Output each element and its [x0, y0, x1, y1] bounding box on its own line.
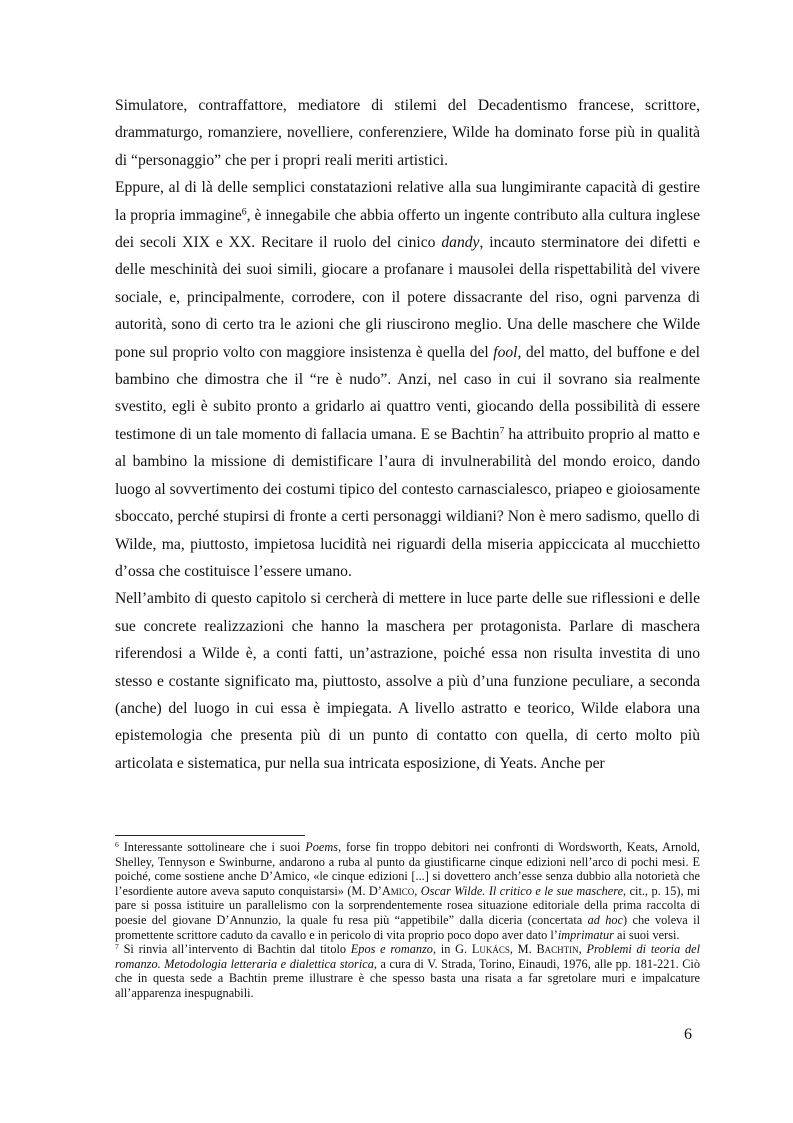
- paragraph-2-text-b: , è innegabile che abbia offerto un ingente contributo alla cultura inglese dei secoli XIX e XX. Recitare il ruolo del cinico: [115, 206, 700, 252]
- paragraph-2-text-e: ha attribuito proprio al matto e al bambino la missione di demistificare l’aura di invulnerabilità del mondo eroico, dando luogo al sovvertimento dei costumi tipico del contesto carnascialesco, priapeo e gioiosamente sboccato, perché stupirsi di fronte a certi personaggi wildiani? Non è mero sadismo, quello di Wilde, ma, piuttosto, impietosa lucidità nei riguardi della miseria appiccicata al mucchietto d’ossa che costituisce l’essere umano.: [115, 425, 700, 580]
- paragraph-1: [115, 92, 700, 174]
- paragraph-3: [115, 585, 700, 777]
- footnote-6-book-title: Oscar Wilde. Il critico e le sue maschere: [420, 883, 624, 898]
- footnote-6-text-5: ) che voleva il promettente scrittore caduto da cavallo e in pericolo di vita proprio poco dopo aver dato l’: [115, 912, 700, 942]
- footnote-6-text-3: ,: [414, 883, 421, 898]
- paragraph-2-text-c: , incauto sterminatore dei difetti e delle meschinità dei suoi simili, giocare a profanare i mausolei della rispettabilità del vivere sociale, e, principalmente, corrodere, con il potere dissacrante del riso, ogni parvenza di autorità, sono di certo tra le azioni che gli riuscirono meglio. Una delle maschere che Wilde pone sul proprio volto con maggiore insistenza è quella del: [115, 234, 700, 361]
- footnote-7-author-bachtin: Bachtin: [536, 942, 579, 957]
- footnote-6-author: Amico: [381, 883, 415, 898]
- footnote-7-text-4: ,: [578, 942, 587, 957]
- footnote-6-text-4: , cit., p. 15), mi pare si possa istituire un parallelismo con la sorprendentemente rosea situazione editoriale della prima raccolta di poesie del giovane D’Annunzio, la quale fu resa più “appetibile” dalla diceria (concertata: [115, 883, 701, 927]
- footnote-6-italic-adhoc: ad hoc: [587, 912, 624, 927]
- footnote-6-text-1: Interessante sottolineare che i suoi: [118, 840, 306, 854]
- footnote-6-italic-poems: Poems: [305, 840, 339, 854]
- footnote-separator: [115, 835, 305, 836]
- footnote-7-book-title: Problemi di teoria del romanzo. Metodologia letteraria e dialettica storica: [115, 942, 700, 971]
- main-text: [115, 92, 700, 777]
- footnote-7-author-lukacs: Lukács: [471, 942, 510, 957]
- footnote-7-text-1: Si rinvia all’intervento di Bachtin dal titolo: [118, 942, 351, 957]
- footnote-ref-7[interactable]: 7: [499, 425, 505, 437]
- page-number: 6: [684, 1026, 692, 1043]
- footnote-6-text-2: , forse fin troppo debitori nei confronti di Wordsworth, Keats, Arnold, Shelley, Tennyson e Swinburne, andarono a ruba al punto da giustificarne cinque edizioni nell’arco di pochi mesi. E poiché, come sostiene anche D’Amico, «le cinque edizioni [...] si dovettero anch’esse senza dubbio alla notorietà che l’esordiente autore aveva saputo conquistarsi» (M. D’: [115, 840, 701, 898]
- footnote-6-italic-imprimatur: imprimatur: [557, 927, 614, 942]
- footnotes: [115, 840, 700, 1001]
- footnote-6: [115, 840, 700, 942]
- paragraph-1-text: Simulatore, contraffattore, mediatore di stilemi del Decadentismo francese, scrittore, drammaturgo, romanziere, novelliere, conferenziere, Wilde ha dominato forse più in qualità di “personaggio” che per i propri reali meriti artistici.: [115, 97, 700, 169]
- footnote-ref-6[interactable]: 6: [241, 206, 247, 218]
- footnote-7-number: 7: [115, 941, 119, 951]
- footnote-7: [115, 942, 700, 1000]
- footnote-7-text-2: , in G.: [432, 942, 472, 957]
- italic-dandy: dandy: [441, 234, 480, 252]
- page-body: [115, 92, 700, 777]
- paragraph-2: [115, 174, 700, 585]
- paragraph-3-text: Nell’ambito di questo capitolo si cercherà di mettere in luce parte delle sue riflessioni e delle sue concrete realizzazioni che hanno la maschera per protagonista. Parlare di maschera riferendosi a Wilde è, a conti fatti, un’astrazione, poiché essa non risulta investita di uno stesso e costante significato ma, piuttosto, assolve a più d’una funzione peculiare, a seconda (anche) del luogo in cui essa è impiegata. A livello astratto e teorico, Wilde elabora una epistemologia che presenta più di un punto di contatto con quella, di certo molto più articolata e sistematica, pur nella sua intricata esposizione, di Yeats. Anche per: [115, 590, 700, 772]
- italic-fool: fool: [493, 343, 518, 361]
- footnote-6-text-6: ai suoi versi.: [613, 927, 680, 942]
- paragraph-2-text-d: , del matto, del buffone e del bambino che dimostra che il “re è nudo”. Anzi, nel caso in cui il sovrano sia realmente svestito, egli è subito pronto a gridarlo ai quattro venti, giocando della possibilità di essere testimone di un tale momento di fallacia umana. E se Bachtin: [115, 343, 700, 443]
- footnote-7-text-5: , a cura di V. Strada, Torino, Einaudi, 1976, alle pp. 181-221. Ciò che in questa sede a Bachtin preme illustrare è che spesso basta una risata a far sgretolare muri e impalcature all’apparenza inespugnabili.: [115, 956, 701, 1000]
- paragraph-2-text-a: Eppure, al di là delle semplici constatazioni relative alla sua lungimirante capacità di gestire la propria immagine: [115, 179, 700, 224]
- footnote-7-italic-epos: Epos e romanzo: [350, 942, 433, 957]
- footnote-6-number: 6: [115, 839, 119, 849]
- footnote-7-text-3: , M.: [509, 942, 537, 957]
